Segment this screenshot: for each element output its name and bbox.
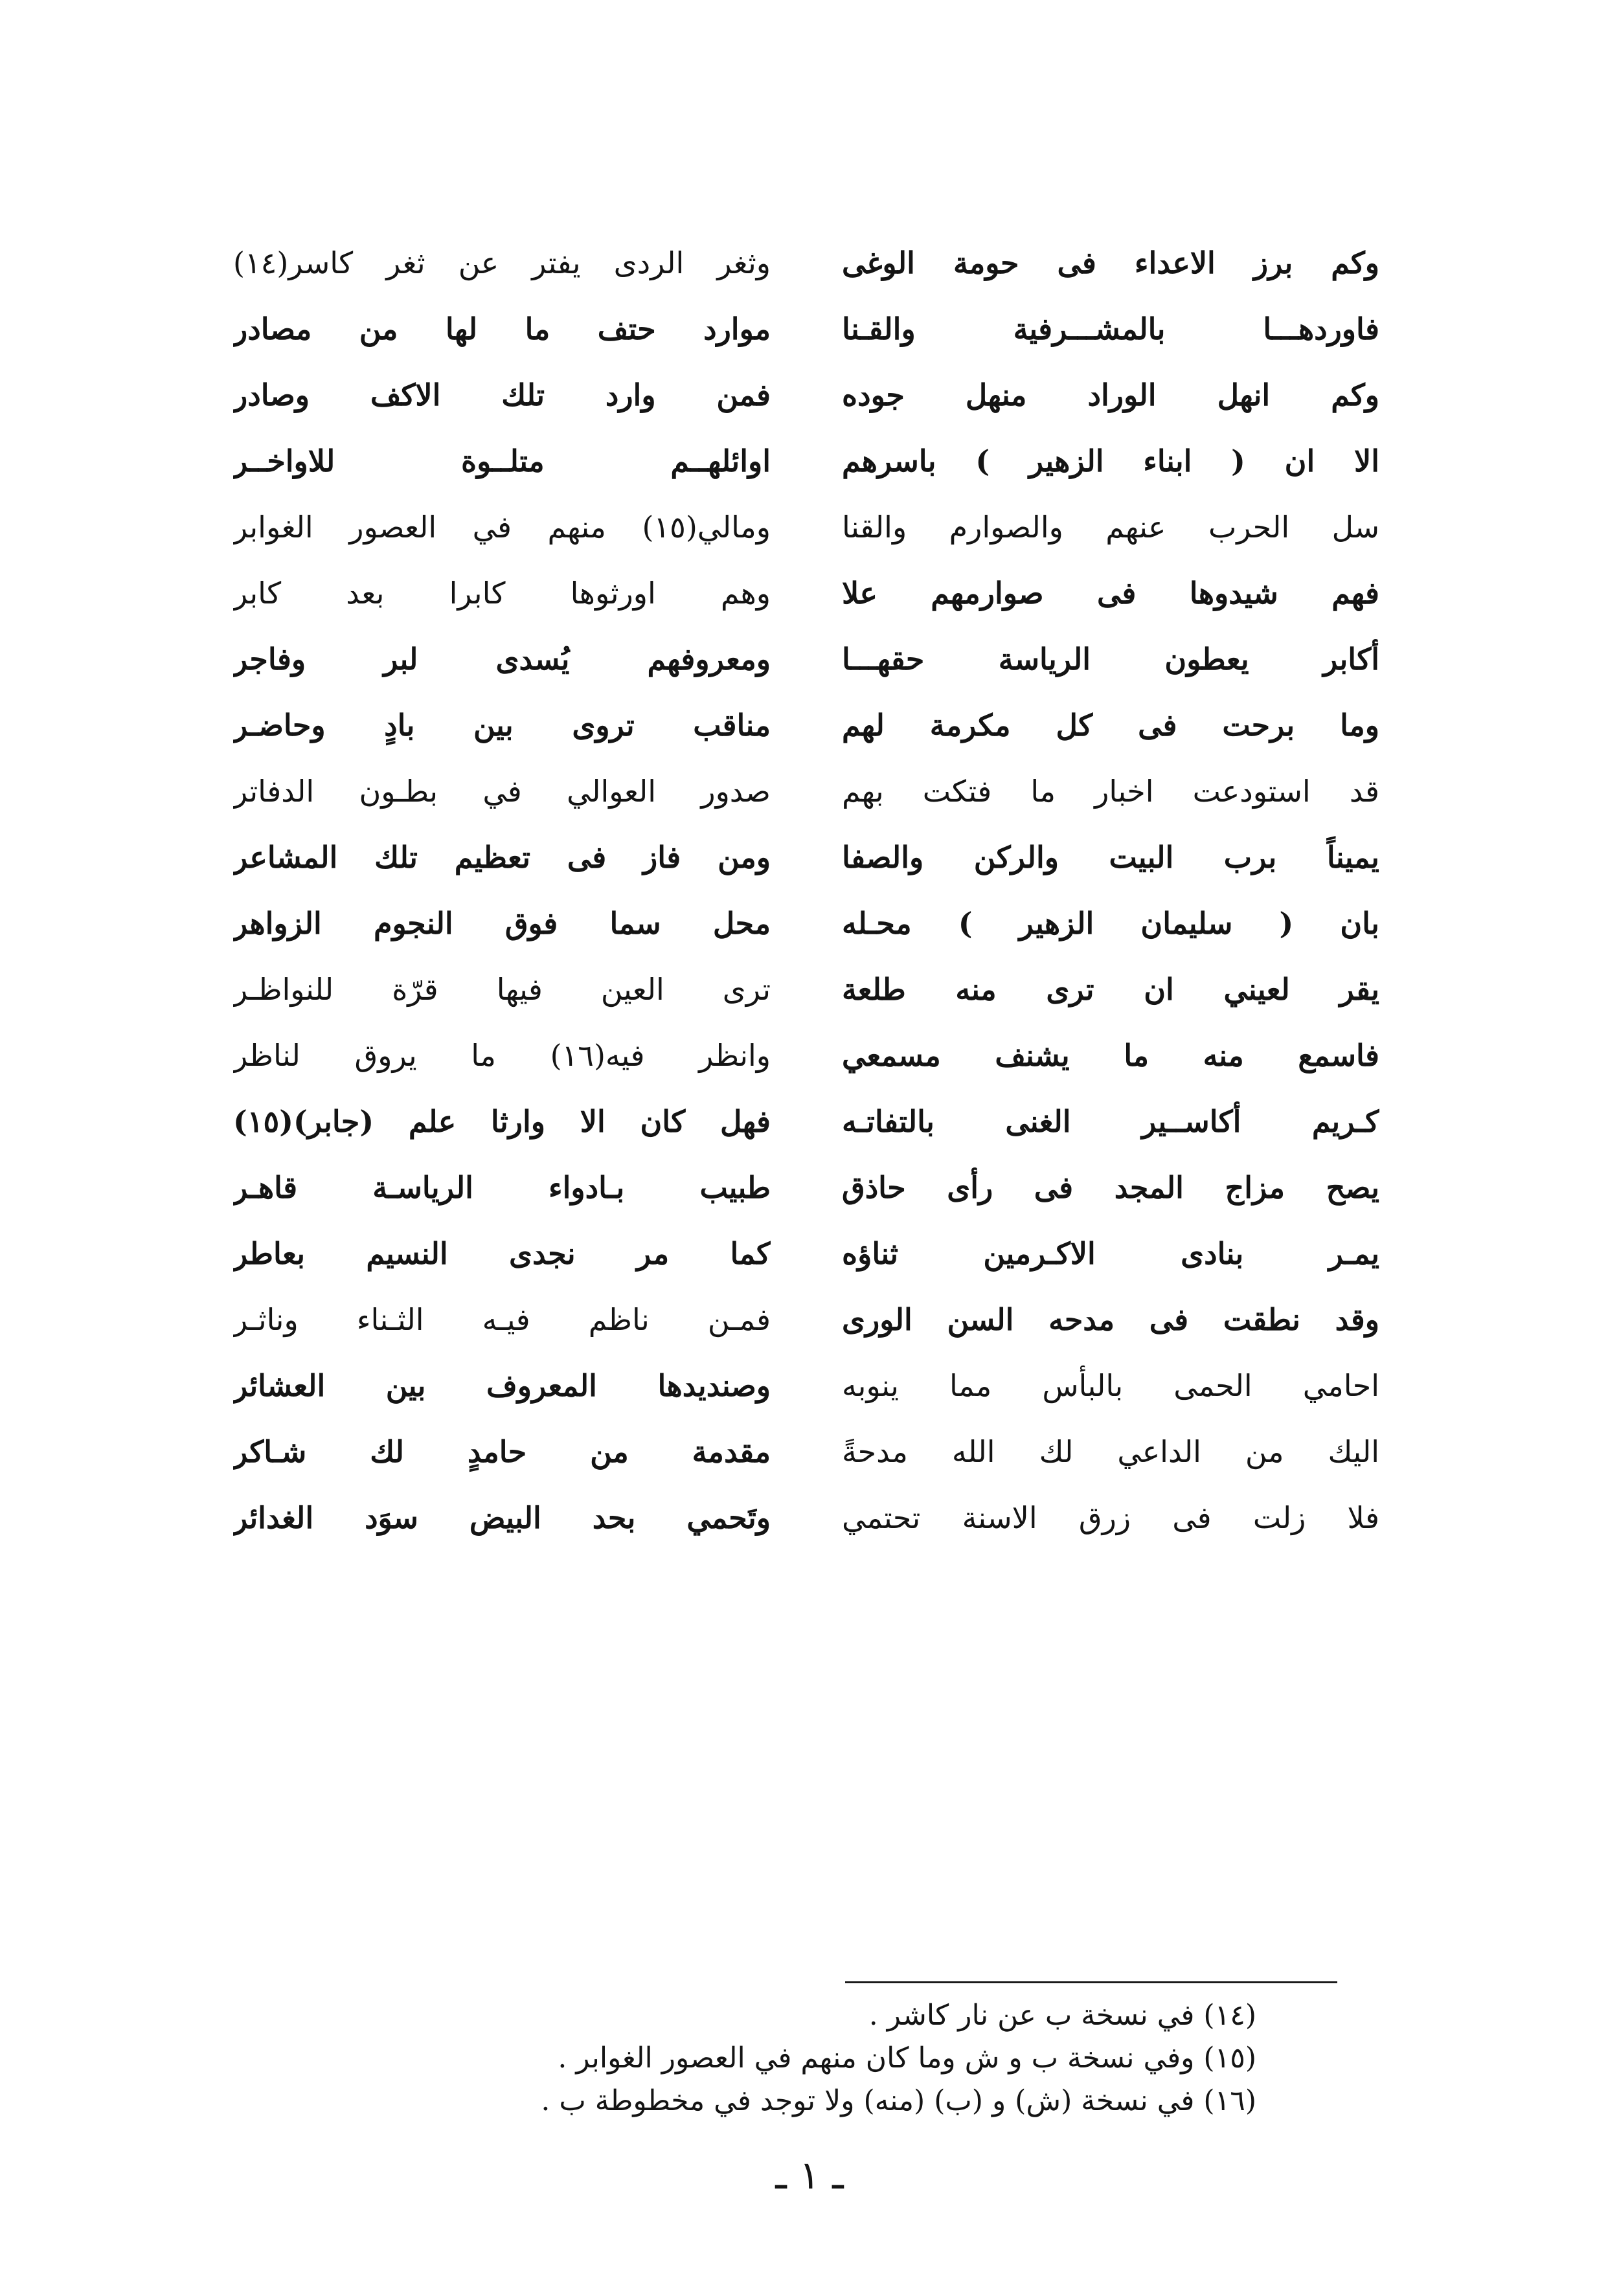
- left-hemistich-line: محل سما فوق النجوم الزواهر: [233, 906, 771, 941]
- right-hemistich-line: فلا زلت فى زرق الاسنة تحتمي: [842, 1500, 1379, 1535]
- left-hemistich-line: فمـن ناظم فيـه الثـناء وناثـر: [233, 1302, 771, 1337]
- right-hemistich-line: فهم شيدوها فى صوارمهم علا: [842, 576, 1379, 611]
- left-hemistich-line: اوائلهــم متلــوة للاواخــر: [233, 444, 771, 478]
- right-hemistich-line: يميناً برب البيت والركن والصفا: [842, 840, 1379, 875]
- left-hemistich-line: ومعروفهم يُسدى لبر وفاجر: [233, 642, 771, 677]
- poem-body: [233, 230, 1379, 1654]
- left-hemistich-line: فهل كان الا وارثا علم (جابر)(١٥): [233, 1104, 771, 1139]
- right-hemistich-line: بان ( سليمان الزهير ) محـله: [842, 906, 1379, 941]
- left-hemistich-line: صدور العوالي في بطـون الدفاتر: [233, 774, 771, 809]
- footnote-separator-rule: [845, 1981, 1337, 1983]
- footnote: (١٤) في نسخة ب عن نار كاشر .: [868, 1999, 1256, 2032]
- footnote: (١٥) وفي نسخة ب و ش وما كان منهم في العصور الغوابر .: [558, 2042, 1256, 2075]
- left-hemistich-line: مناقب تروى بين بادٍ وحاضـر: [233, 708, 771, 743]
- left-hemistich-line: مقدمة من حامدٍ لك شـاكر: [233, 1434, 771, 1469]
- right-hemistich-line: كـريم أكاســير الغنى بالتفاتـه: [842, 1104, 1379, 1139]
- right-hemistich-line: اليك من الداعي لك الله مدحةً: [842, 1434, 1379, 1469]
- right-hemistich-line: الا ان ( ابناء الزهير ) باسرهم: [842, 444, 1379, 478]
- right-hemistich-line: يصح مزاج المجد فى رأى حاذق: [842, 1170, 1379, 1205]
- left-hemistich-line: ومالي(١٥) منهم في العصور الغوابر: [233, 510, 771, 545]
- right-hemistich-line: يقر لعيني ان ترى منه طلعة: [842, 972, 1379, 1007]
- right-hemistich-line: سل الحرب عنهم والصوارم والقنا: [842, 510, 1379, 545]
- left-hemistich-line: طبيب بـادواء الرياسـة قاهـر: [233, 1170, 771, 1205]
- right-hemistich-line: فاسمع منه ما يشنف مسمعي: [842, 1038, 1379, 1073]
- right-hemistich-line: وقد نطقت فى مدحه السن الورى: [842, 1302, 1379, 1337]
- left-hemistich-line: فمن وارد تلك الاكف وصادر: [233, 377, 771, 412]
- left-hemistich-line: كما مر نجدى النسيم بعاطر: [233, 1236, 771, 1271]
- left-hemistich-line: وتَحمي بحد البيض سوَد الغدائر: [233, 1500, 771, 1535]
- right-hemistich-line: أكابر يعطون الرياسة حقهـــا: [842, 642, 1379, 677]
- right-hemistich-line: احامي الحمى بالبأس مما ينوبه: [842, 1368, 1379, 1403]
- left-hemistich-line: وانظر فيه(١٦) ما يروق لناظر: [233, 1038, 771, 1073]
- footnote: (١٦) في نسخة (ش) و (ب) (منه) ولا توجد في مخطوطة ب .: [541, 2084, 1256, 2117]
- left-hemistich-line: وصنديدها المعروف بين العشائر: [233, 1368, 771, 1403]
- left-hemistich-line: موارد حتف ما لها من مصادر: [233, 311, 771, 346]
- left-hemistich-line: ومن فاز فى تعظيم تلك المشاعر: [233, 840, 771, 875]
- right-hemistich-line: يمـر بنادى الاكـرمين ثناؤه: [842, 1236, 1379, 1271]
- right-hemistich-line: وكم انهل الوراد منهل جوده: [842, 377, 1379, 412]
- left-hemistich-line: ترى العين فيها قرّة للنواظـر: [233, 972, 771, 1007]
- footnotes: [220, 1994, 1256, 2122]
- right-hemistich-line: وكم برز الاعداء فى حومة الوغى: [842, 245, 1379, 280]
- right-hemistich-line: قد استودعت اخبار ما فتكت بهم: [842, 774, 1379, 809]
- page-number: ـ ١ ـ: [775, 2153, 844, 2198]
- right-hemistich-line: فاوردهـــا بالمشـــرفية والقـنا: [842, 311, 1379, 346]
- poem-left-column: [233, 230, 771, 1551]
- right-hemistich-line: وما برحت فى كل مكرمة لهم: [842, 708, 1379, 743]
- left-hemistich-line: وثغر الردى يفتر عن ثغر كاسر(١٤): [233, 245, 771, 280]
- left-hemistich-line: وهم اورثوها كابرا بعد كابر: [233, 576, 771, 611]
- poem-right-column: [842, 230, 1379, 1551]
